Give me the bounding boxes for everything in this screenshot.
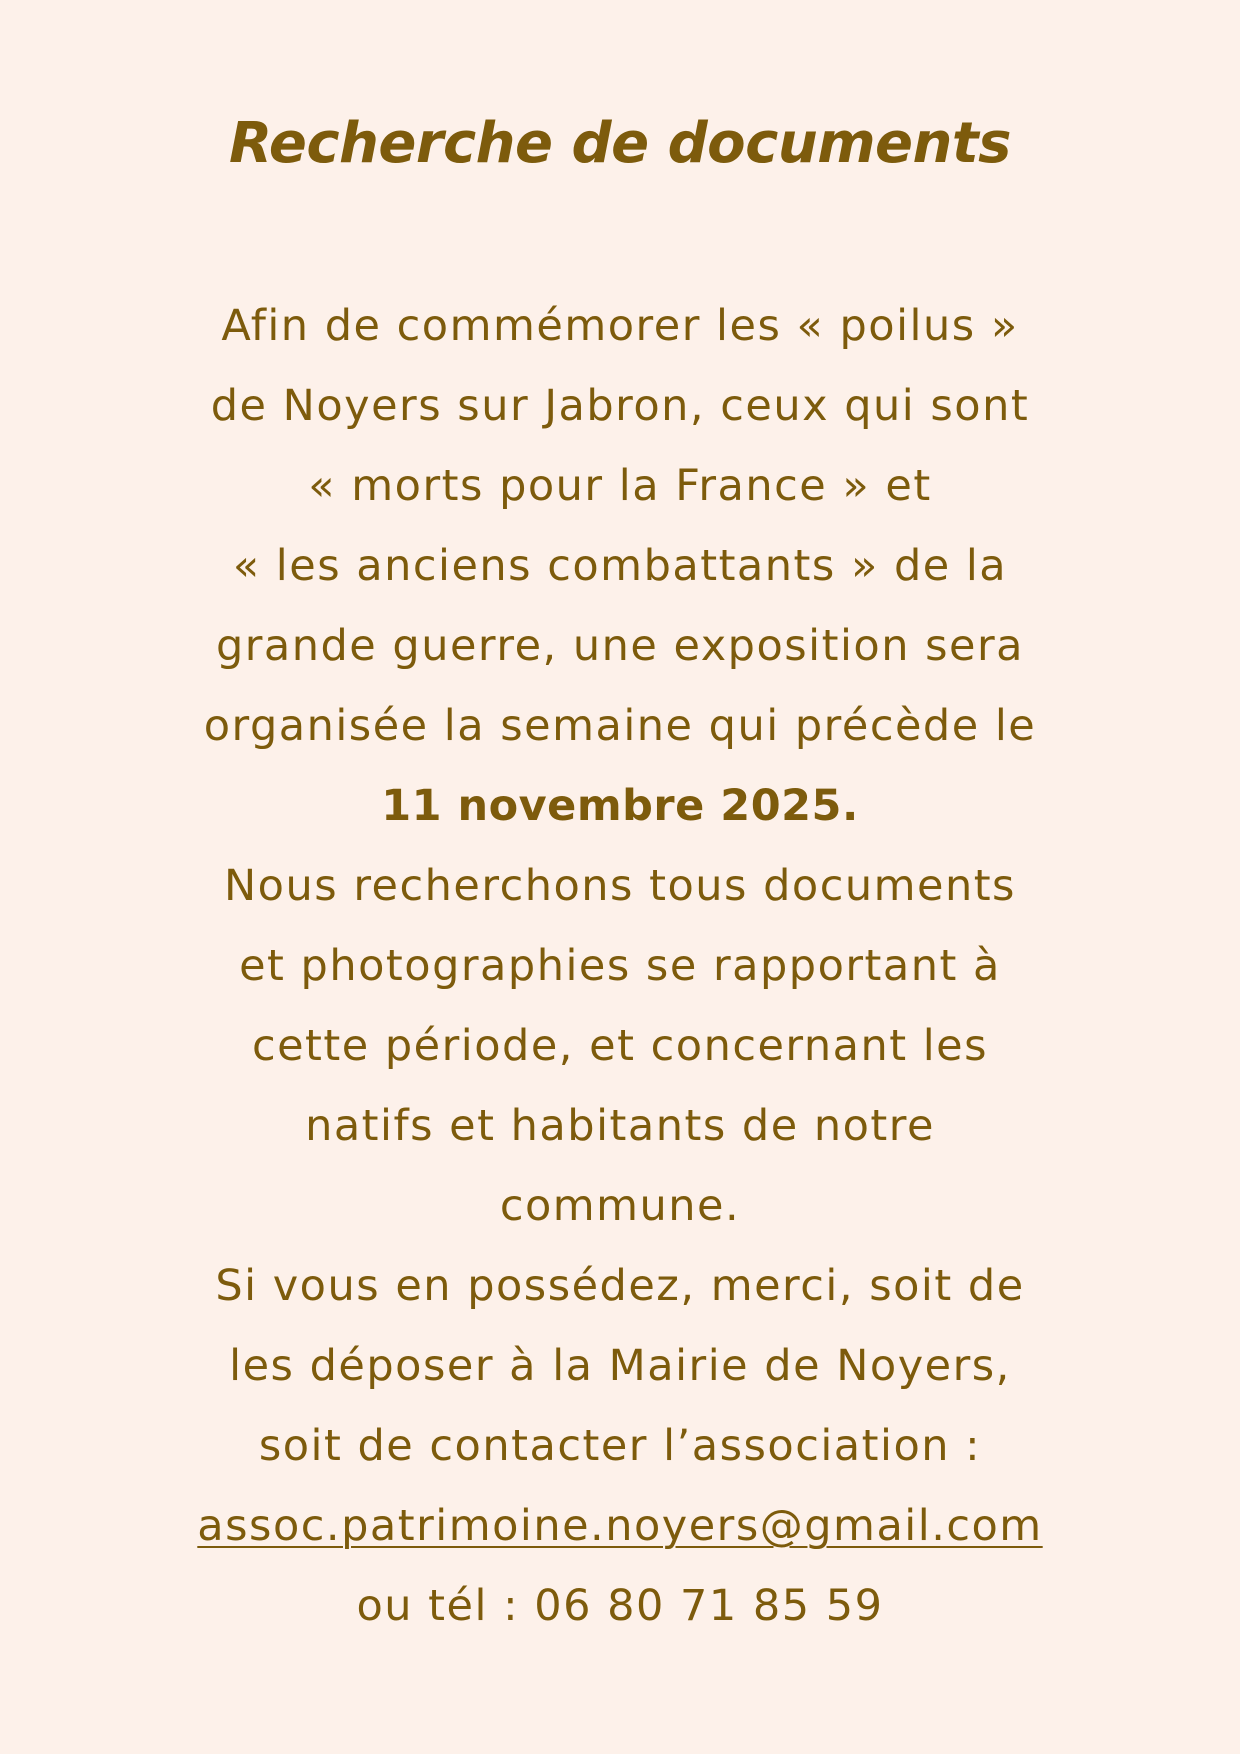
- body-line: « morts pour la France » et: [308, 461, 932, 511]
- exhibition-date: 11 novembre 2025.: [381, 781, 859, 831]
- body-line: Nous recherchons tous documents: [224, 861, 1016, 911]
- body-line: « les anciens combattants » de la: [232, 541, 1008, 591]
- page-title: Recherche de documents: [229, 111, 1011, 176]
- body-line: Si vous en possédez, merci, soit de: [215, 1261, 1025, 1311]
- body-line: de Noyers sur Jabron, ceux qui sont: [210, 381, 1030, 431]
- notice-body: [100, 286, 1140, 1646]
- contact-email-link[interactable]: assoc.patrimoine.noyers@gmail.com: [197, 1501, 1043, 1551]
- body-line: commune.: [499, 1181, 741, 1231]
- body-line: cette période, et concernant les: [251, 1021, 989, 1071]
- body-line: grande guerre, une exposition sera: [215, 621, 1025, 671]
- body-line: Afin de commémorer les « poilus »: [221, 301, 1019, 351]
- body-line: natifs et habitants de notre: [305, 1101, 935, 1151]
- body-line: les déposer à la Mairie de Noyers,: [229, 1341, 1011, 1391]
- contact-phone: ou tél : 06 80 71 85 59: [356, 1581, 884, 1631]
- body-line: organisée la semaine qui précède le: [203, 701, 1037, 751]
- body-line: et photographies se rapportant à: [239, 941, 1001, 991]
- body-line: soit de contacter l’association :: [258, 1421, 982, 1471]
